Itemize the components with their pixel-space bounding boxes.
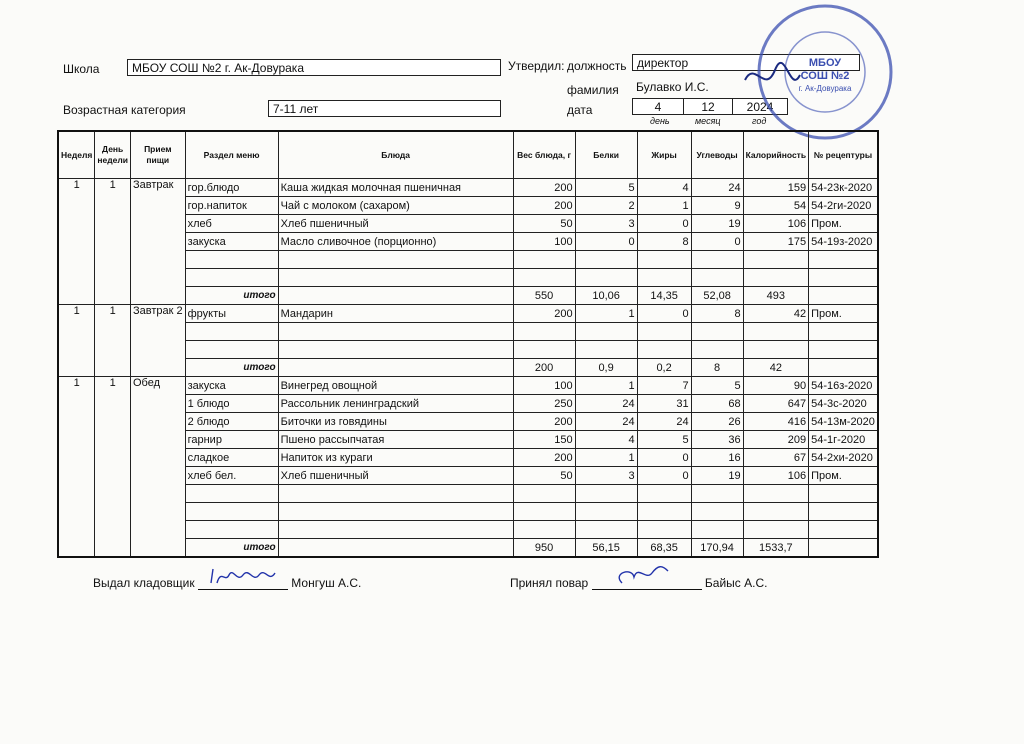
total-label: итого [185, 359, 278, 377]
date-label: дата [567, 103, 593, 117]
column-header: Прием пищи [130, 131, 185, 179]
section-cell: хлеб бел. [185, 467, 278, 485]
dish-cell: Масло сливочное (порционно) [278, 233, 513, 251]
protein-cell: 5 [575, 179, 637, 197]
total-label: итого [185, 539, 278, 558]
fat-cell: 0 [637, 449, 691, 467]
kcal-cell: 416 [743, 413, 808, 431]
empty-cell [809, 521, 878, 539]
weight-cell: 250 [513, 395, 575, 413]
protein-cell: 1 [575, 449, 637, 467]
day-cell: 1 [95, 179, 131, 305]
svg-text:г. Ак-Довурака: г. Ак-Довурака [798, 84, 852, 93]
section-cell: фрукты [185, 305, 278, 323]
column-header: Жиры [637, 131, 691, 179]
empty-cell [691, 503, 743, 521]
dish-cell: Напиток из кураги [278, 449, 513, 467]
total-fat: 0,2 [637, 359, 691, 377]
empty-cell [278, 503, 513, 521]
section-cell: сладкое [185, 449, 278, 467]
total-fat: 68,35 [637, 539, 691, 558]
section-cell: хлеб [185, 215, 278, 233]
carbs-cell: 5 [691, 377, 743, 395]
empty-cell [743, 269, 808, 287]
fat-cell: 5 [637, 431, 691, 449]
day-cell: 1 [95, 305, 131, 377]
recipe-cell: 54-23к-2020 [809, 179, 878, 197]
recipe-cell: 54-2хи-2020 [809, 449, 878, 467]
recipe-cell: 54-3с-2020 [809, 395, 878, 413]
table-row [58, 377, 878, 395]
week-cell: 1 [58, 179, 95, 305]
month-caption: месяц [695, 116, 721, 126]
empty-cell [637, 521, 691, 539]
empty-cell [809, 503, 878, 521]
empty-cell [278, 359, 513, 377]
recipe-cell: Пром. [809, 467, 878, 485]
fat-cell: 8 [637, 233, 691, 251]
table-row [58, 179, 878, 197]
dish-cell: Хлеб пшеничный [278, 215, 513, 233]
date-day: 4 [632, 98, 684, 115]
empty-cell [743, 251, 808, 269]
carbs-cell: 8 [691, 305, 743, 323]
carbs-cell: 9 [691, 197, 743, 215]
meal-cell: Обед [130, 377, 185, 558]
empty-cell [513, 251, 575, 269]
empty-cell [185, 503, 278, 521]
column-header: Вес блюда, г [513, 131, 575, 179]
protein-cell: 3 [575, 215, 637, 233]
date-month: 12 [683, 98, 733, 115]
dish-cell: Мандарин [278, 305, 513, 323]
empty-cell [513, 341, 575, 359]
empty-cell [691, 269, 743, 287]
issued-signature-line [93, 576, 361, 590]
protein-cell: 1 [575, 305, 637, 323]
svg-text:СОШ №2: СОШ №2 [800, 70, 850, 82]
section-cell: 2 блюдо [185, 413, 278, 431]
protein-cell: 0 [575, 233, 637, 251]
meal-cell: Завтрак [130, 179, 185, 305]
position-field: директор [632, 54, 860, 71]
fat-cell: 0 [637, 467, 691, 485]
kcal-cell: 106 [743, 467, 808, 485]
kcal-cell: 209 [743, 431, 808, 449]
empty-cell [278, 251, 513, 269]
column-header: Блюда [278, 131, 513, 179]
empty-cell [809, 359, 878, 377]
received-signature-line [510, 576, 767, 590]
empty-cell [691, 485, 743, 503]
recipe-cell: 54-1г-2020 [809, 431, 878, 449]
table-row [58, 305, 878, 323]
carbs-cell: 36 [691, 431, 743, 449]
empty-cell [513, 521, 575, 539]
empty-cell [743, 521, 808, 539]
carbs-cell: 26 [691, 413, 743, 431]
empty-cell [809, 323, 878, 341]
fat-cell: 4 [637, 179, 691, 197]
fat-cell: 31 [637, 395, 691, 413]
kcal-cell: 90 [743, 377, 808, 395]
column-header: Раздел меню [185, 131, 278, 179]
empty-cell [637, 503, 691, 521]
empty-cell [637, 251, 691, 269]
received-label: Принял повар [510, 576, 589, 590]
age-label: Возрастная категория [63, 103, 186, 117]
meal-cell: Завтрак 2 [130, 305, 185, 377]
kcal-cell: 647 [743, 395, 808, 413]
empty-cell [185, 485, 278, 503]
empty-cell [575, 485, 637, 503]
approved-label: Утвердил: [508, 59, 565, 73]
empty-cell [809, 287, 878, 305]
table-header-row [58, 131, 878, 179]
total-fat: 14,35 [637, 287, 691, 305]
total-kcal: 493 [743, 287, 808, 305]
dish-cell: Пшено рассыпчатая [278, 431, 513, 449]
recipe-cell: 54-13м-2020 [809, 413, 878, 431]
total-carbs: 170,94 [691, 539, 743, 558]
kcal-cell: 175 [743, 233, 808, 251]
weight-cell: 200 [513, 449, 575, 467]
empty-cell [637, 269, 691, 287]
weight-cell: 200 [513, 197, 575, 215]
weight-cell: 150 [513, 431, 575, 449]
day-caption: день [650, 116, 670, 126]
empty-cell [691, 251, 743, 269]
kcal-cell: 54 [743, 197, 808, 215]
empty-cell [637, 341, 691, 359]
empty-cell [278, 521, 513, 539]
storekeeper-signature [198, 577, 288, 590]
empty-cell [637, 485, 691, 503]
dish-cell: Каша жидкая молочная пшеничная [278, 179, 513, 197]
kcal-cell: 67 [743, 449, 808, 467]
total-label: итого [185, 287, 278, 305]
column-header: Белки [575, 131, 637, 179]
total-weight: 200 [513, 359, 575, 377]
section-cell: гор.напиток [185, 197, 278, 215]
protein-cell: 2 [575, 197, 637, 215]
fat-cell: 0 [637, 215, 691, 233]
carbs-cell: 19 [691, 467, 743, 485]
cook-signature [592, 577, 702, 590]
total-carbs: 52,08 [691, 287, 743, 305]
dish-cell: Чай с молоком (сахаром) [278, 197, 513, 215]
section-cell: 1 блюдо [185, 395, 278, 413]
dish-cell: Биточки из говядины [278, 413, 513, 431]
svg-text:МБОУ: МБОУ [808, 57, 842, 69]
empty-cell [575, 251, 637, 269]
weight-cell: 50 [513, 215, 575, 233]
carbs-cell: 68 [691, 395, 743, 413]
fat-cell: 7 [637, 377, 691, 395]
empty-cell [278, 539, 513, 558]
empty-cell [809, 251, 878, 269]
received-name: Байыс А.С. [704, 576, 768, 590]
issued-name: Монгуш А.С. [291, 576, 362, 590]
weight-cell: 200 [513, 179, 575, 197]
surname-field: Булавко И.С. [636, 80, 709, 94]
empty-cell [575, 503, 637, 521]
section-cell: гарнир [185, 431, 278, 449]
empty-cell [513, 485, 575, 503]
total-weight: 950 [513, 539, 575, 558]
issued-label: Выдал кладовщик [93, 576, 195, 590]
empty-cell [185, 341, 278, 359]
protein-cell: 24 [575, 413, 637, 431]
carbs-cell: 19 [691, 215, 743, 233]
recipe-cell: 54-16з-2020 [809, 377, 878, 395]
empty-cell [513, 323, 575, 341]
empty-cell [809, 269, 878, 287]
kcal-cell: 106 [743, 215, 808, 233]
fat-cell: 0 [637, 305, 691, 323]
empty-cell [278, 323, 513, 341]
dish-cell: Винегред овощной [278, 377, 513, 395]
empty-cell [743, 341, 808, 359]
protein-cell: 24 [575, 395, 637, 413]
column-header: № рецептуры [809, 131, 878, 179]
total-carbs: 8 [691, 359, 743, 377]
total-weight: 550 [513, 287, 575, 305]
empty-cell [809, 539, 878, 558]
protein-cell: 1 [575, 377, 637, 395]
school-field: МБОУ СОШ №2 г. Ак-Довурака [127, 59, 501, 76]
empty-cell [691, 521, 743, 539]
total-kcal: 1533,7 [743, 539, 808, 558]
column-header: Калорийность [743, 131, 808, 179]
empty-cell [809, 485, 878, 503]
protein-cell: 4 [575, 431, 637, 449]
recipe-cell: 54-2ги-2020 [809, 197, 878, 215]
empty-cell [575, 323, 637, 341]
column-header: Неделя [58, 131, 95, 179]
fat-cell: 1 [637, 197, 691, 215]
year-caption: год [752, 116, 767, 126]
total-kcal: 42 [743, 359, 808, 377]
date-year: 2024 [732, 98, 788, 115]
empty-cell [185, 323, 278, 341]
empty-cell [513, 269, 575, 287]
weight-cell: 100 [513, 233, 575, 251]
age-field: 7-11 лет [268, 100, 501, 117]
surname-label: фамилия [567, 83, 619, 97]
position-label: должность [567, 59, 627, 73]
empty-cell [278, 287, 513, 305]
empty-cell [809, 341, 878, 359]
carbs-cell: 0 [691, 233, 743, 251]
empty-cell [691, 323, 743, 341]
empty-cell [513, 503, 575, 521]
empty-cell [185, 269, 278, 287]
weight-cell: 100 [513, 377, 575, 395]
empty-cell [185, 251, 278, 269]
empty-cell [185, 521, 278, 539]
recipe-cell: Пром. [809, 215, 878, 233]
weight-cell: 200 [513, 305, 575, 323]
school-label: Школа [63, 62, 100, 76]
total-protein: 56,15 [575, 539, 637, 558]
recipe-cell: 54-19з-2020 [809, 233, 878, 251]
empty-cell [743, 323, 808, 341]
kcal-cell: 42 [743, 305, 808, 323]
dish-cell: Рассольник ленинградский [278, 395, 513, 413]
empty-cell [278, 485, 513, 503]
dish-cell: Хлеб пшеничный [278, 467, 513, 485]
fat-cell: 24 [637, 413, 691, 431]
weight-cell: 50 [513, 467, 575, 485]
section-cell: закуска [185, 377, 278, 395]
protein-cell: 3 [575, 467, 637, 485]
empty-cell [575, 341, 637, 359]
weight-cell: 200 [513, 413, 575, 431]
column-header: День недели [95, 131, 131, 179]
week-cell: 1 [58, 377, 95, 558]
day-cell: 1 [95, 377, 131, 558]
section-cell: закуска [185, 233, 278, 251]
empty-cell [743, 503, 808, 521]
empty-cell [575, 521, 637, 539]
section-cell: гор.блюдо [185, 179, 278, 197]
recipe-cell: Пром. [809, 305, 878, 323]
total-protein: 0,9 [575, 359, 637, 377]
empty-cell [637, 323, 691, 341]
empty-cell [691, 341, 743, 359]
column-header: Углеводы [691, 131, 743, 179]
empty-cell [743, 485, 808, 503]
week-cell: 1 [58, 305, 95, 377]
official-stamp [740, 0, 900, 150]
empty-cell [278, 269, 513, 287]
empty-cell [575, 269, 637, 287]
kcal-cell: 159 [743, 179, 808, 197]
total-protein: 10,06 [575, 287, 637, 305]
carbs-cell: 16 [691, 449, 743, 467]
carbs-cell: 24 [691, 179, 743, 197]
empty-cell [278, 341, 513, 359]
menu-table [57, 130, 879, 558]
